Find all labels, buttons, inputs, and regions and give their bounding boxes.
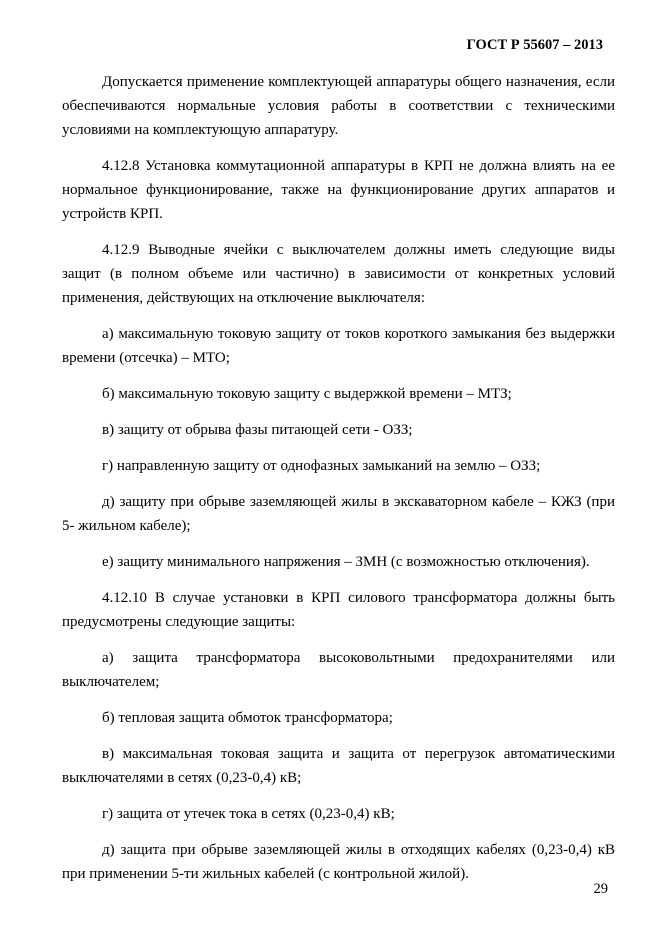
list-item-b: б) тепловая защита обмоток трансформатора;	[102, 710, 393, 726]
list-item-d: д) защиту при обрыве заземляющей жилы в экскаваторном кабеле – КЖЗ (при 5- жильном кабеле);	[62, 494, 615, 534]
list-item-b: б) максимальную токовую защиту с выдержкой времени – МТЗ;	[102, 386, 512, 402]
paragraph-intro: Допускается применение комплектующей аппаратуры общего назначения, если обеспечиваются нормальные условия работы в соответствии с техническими условиями на комплектующую аппаратуру.	[62, 74, 615, 138]
page-number: 29	[593, 881, 608, 897]
paragraph-4-12-8: 4.12.8 Установка коммутационной аппаратуры в КРП не должна влиять на ее нормальное функционирование, также на функционирование других аппаратов и устройств КРП.	[62, 158, 615, 222]
list-item-v: в) максимальная токовая защита и защита от перегрузок автоматическими выключателями в сетях (0,23-0,4) кВ;	[62, 746, 615, 786]
paragraph-4-12-9: 4.12.9 Выводные ячейки с выключателем должны иметь следующие виды защит (в полном объеме или частично) в зависимости от конкретных условий применения, действующих на отключение выключателя:	[62, 242, 615, 306]
list-item-a: а) максимальную токовую защиту от токов короткого замыкания без выдержки времени (отсечка) – МТО;	[62, 326, 615, 366]
page-body	[62, 70, 615, 898]
list-item-g: г) защита от утечек тока в сетях (0,23-0,4) кВ;	[102, 806, 395, 822]
paragraph-4-12-10: 4.12.10 В случае установки в КРП силового трансформатора должны быть предусмотрены следующие защиты:	[62, 590, 615, 630]
document-header: ГОСТ Р 55607 – 2013	[466, 37, 603, 53]
list-item-d: д) защита при обрыве заземляющей жилы в отходящих кабелях (0,23-0,4) кВ при применении 5-ти жильных кабелей (с контрольной жилой).	[62, 842, 615, 882]
list-item-e: е) защиту минимального напряжения – ЗМН (с возможностью отключения).	[102, 554, 590, 570]
list-item-v: в) защиту от обрыва фазы питающей сети - ОЗЗ;	[102, 422, 413, 438]
list-item-a: а) защита трансформатора высоковольтными предохранителями или выключателем;	[62, 650, 615, 690]
list-item-g: г) направленную защиту от однофазных замыканий на землю – ОЗЗ;	[102, 458, 541, 474]
